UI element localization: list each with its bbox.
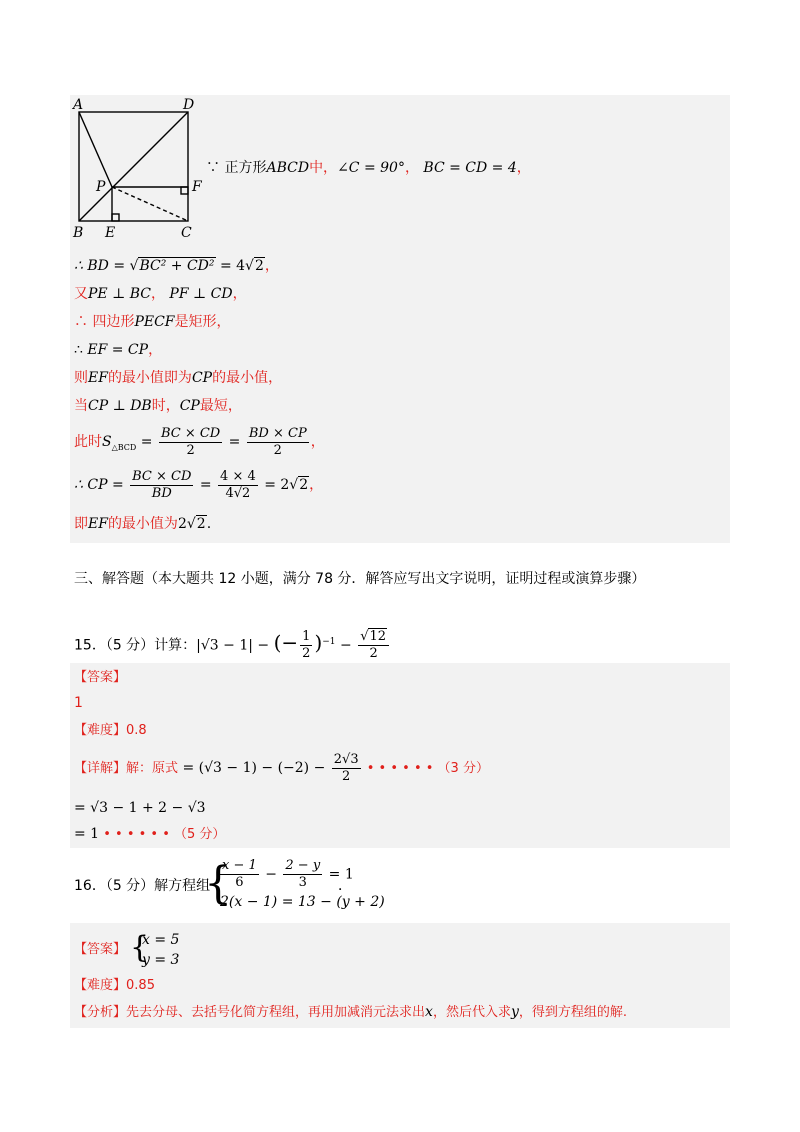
equation-2: 2(x − 1) = 13 − (y + 2) [220,894,385,910]
answer-tag-15: 【答案】 [74,670,127,685]
solution-line-1: ∵ 正方形ABCD中，∠C = 90°， BC = CD = 4， [206,160,531,176]
analysis-16: 【分析】先去分母、去括号化简方程组，再用加减消元法求出x，然后代入求y，得到方程组的解. [74,1004,628,1020]
fraction: $\frac{2 - y}{3}$ [285,858,321,890]
fraction: $\frac{4 \times 4}{4√2}$ [220,468,256,501]
fraction: $\frac{BD \times CP}{2}$ [248,425,307,458]
segment-ap [79,112,112,187]
label-b: B [73,225,84,241]
fraction: $\frac{2√3}{2}$ [333,751,359,784]
solution-line-8: 此时$S_{\triangle BCD}$ = $\frac{BC \times CD}{2}$ = $\frac{BD \times CP}{2}$ ， [74,425,325,458]
solution-line-4: ∴ 四边形PECF是矩形， [74,314,231,330]
detail-step-3: = 1 • • • • • • （5 分） [74,826,226,842]
solution-line-9: ∴ CP = $\frac{BC \times CD}{BD}$ = $\frac{4 \times 4}{4√2}$ = 2√2， [74,468,324,501]
label-a: A [73,97,84,113]
fraction: $\frac{1}{2}$ [302,629,311,662]
solution-line-2: ∴ BD = √BC² + CD² = 4√2， [74,258,279,274]
segment-ef-dashed [112,187,188,221]
fraction: $\frac{x - 1}{6}$ [222,858,257,890]
label-e: E [105,225,116,241]
fraction: $\frac{BC \times CD}{BD}$ [132,468,192,501]
detail-15: 【详解】解：原式 = (√3 − 1) − (−2) − $\frac{2√3}{2}$ • • • • • • （3 分） [74,751,489,784]
diagonal-bd [79,112,188,221]
solution-line-7: 当CP ⊥ DB时，CP最短， [74,398,242,414]
question-15: 15．（5 分）计算：|√3 − 1| − (− $\frac{1}{2}$ )$^{-1}$ − $\frac{√12}{2}$ [74,620,391,668]
detail-step-2: = √3 − 1 + 2 − √3 [74,800,206,816]
right-angle-e [112,214,119,221]
equation-1: $\frac{x - 1}{6}$ − $\frac{2 - y}{3}$ = 1 [222,858,354,890]
solution-line-3: 又PE ⊥ BC， PF ⊥ CD， [74,286,247,302]
fraction: $\frac{BC \times CD}{2}$ [160,425,221,458]
label-c: C [181,225,192,241]
solution-line-6: 则EF的最小值即为CP的最小值， [74,370,283,386]
label-f: F [192,179,202,195]
label-d: D [183,97,195,113]
document-page: A D B E C P F ∵ 正方形ABCD中，∠C = 90°， BC = CD = 4， ∴ BD = √BC² + CD² = 4√2， 又PE ⊥ BC， PF ⊥ CD， ∴ 四边形PECF是矩形， ∴ EF = CP， 则EF的最小值即为CP的最小值， 当CP ⊥ DB时，CP最短， 此时$S_{\triangle BCD}$ = $\frac{BC \times CD}{2}$ = $\frac{BD \times CP}{2}$ ， ∴ CP = $\frac{BC \times CD}{BD}$ = $\frac{4 \times 4}{4√2}$ = 2√2， 即EF的最小值为2√2. 三、解答题（本大题共 12 小题，满分 78 分．解答应写出文字说明，证明过程或演算步骤） 15．（5 分）计算：|√3 − 1| − (− $\frac{1}{2}$ )$^{-1}$ − $\frac{√12}{2}$ 【答案】 1 【难度】0.8 【详解】解：原式 = (√3 − 1) − (−2) − $\frac{2√3}{2}$ • • • • • • （3 分） = √3 − 1 + 2 − √3 = 1 • • • • • • （5 分） 16．（5 分）解方程组 { $\frac{x - 1}{6}$ − $\frac{2 - y}{3}$ = 1 2(x − 1) = 13 − (y + 2) ． 【答案】 { x = 5 y = 3 【难度】0.85 【分析】先去分母、去括号化简方程组，再用加减消元法求出x，然后代入求y，得到方程组的解. [0,0,800,1132]
right-angle-f [181,187,188,194]
solution-line-5: ∴ EF = CP， [74,342,163,358]
label-p: P [96,179,106,195]
solution-line-10: 即EF的最小值为2√2. [74,516,212,532]
fraction: $\frac{√12}{2}$ [358,629,389,662]
answer-value-15: 1 [74,695,83,711]
difficulty-16: 【难度】0.85 [74,978,155,993]
section-heading: 三、解答题（本大题共 12 小题，满分 78 分．解答应写出文字说明，证明过程或演算步骤） [74,571,646,587]
square-figure [70,95,210,245]
difficulty-15: 【难度】0.8 [74,723,147,738]
